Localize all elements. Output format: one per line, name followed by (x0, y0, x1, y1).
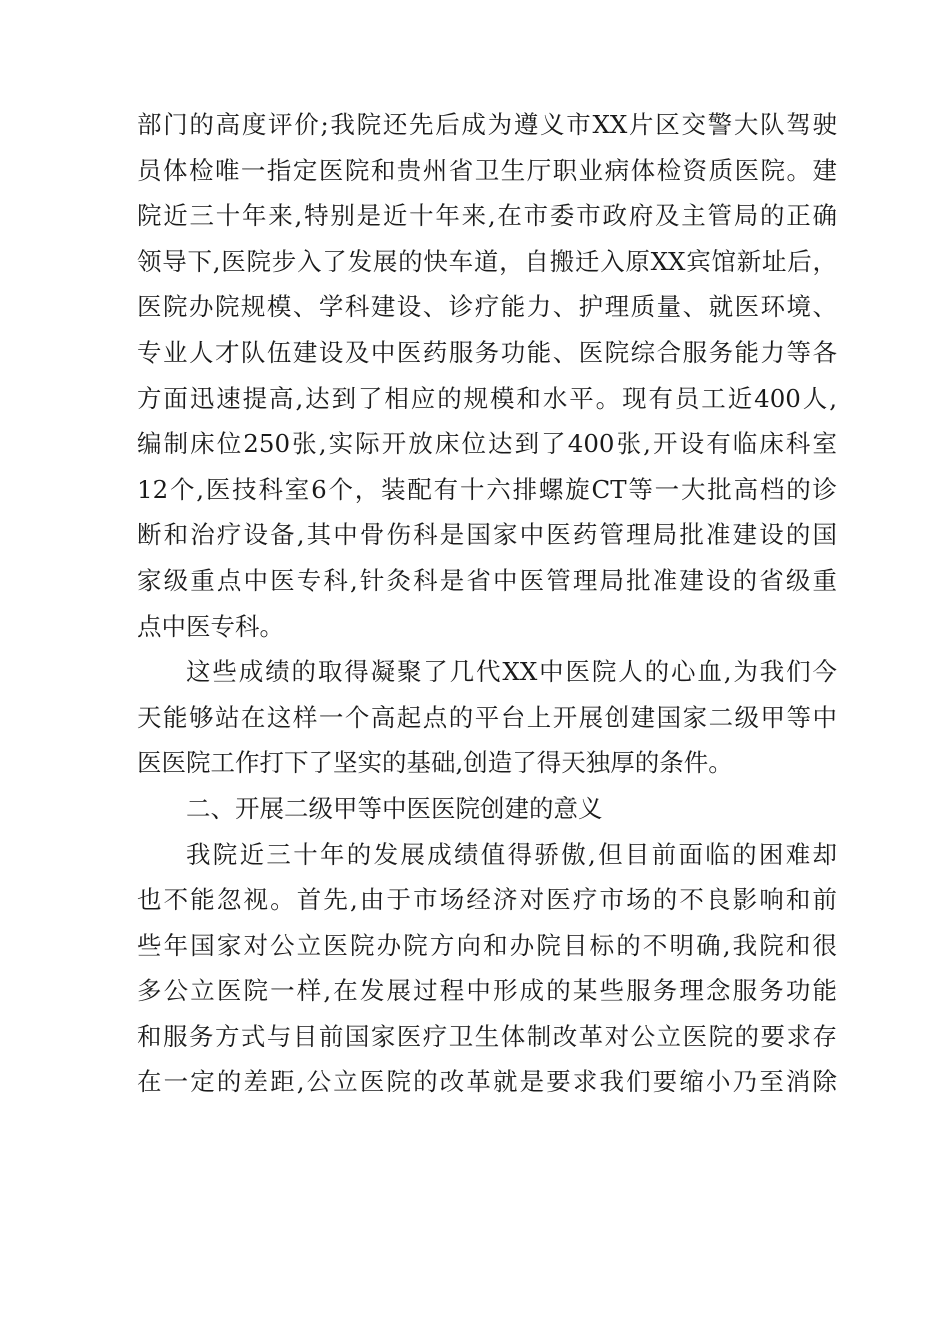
text-line: 天能够站在这样一个高起点的平台上开展创建国家二级甲等中 (137, 702, 837, 732)
text-line: 编制床位250张,实际开放床位达到了400张,开设有临床科室 (137, 429, 837, 459)
text-line: 家级重点中医专科,针灸科是省中医管理局批准建设的省级重 (137, 565, 837, 595)
text-line: 些年国家对公立医院办院方向和办院目标的不明确,我院和很 (137, 930, 837, 960)
text-line: 点中医专科。 (137, 611, 284, 641)
text-line: 在一定的差距,公立医院的改革就是要求我们要缩小乃至消除 (137, 1067, 837, 1097)
text-line: 断和治疗设备,其中骨伤科是国家中医药管理局批准建设的国 (137, 520, 837, 550)
text-line: 医院办院规模、学科建设、诊疗能力、护理质量、就医环境、 (137, 292, 837, 322)
text-line: 员体检唯一指定医院和贵州省卫生厅职业病体检资质医院。建 (137, 155, 837, 185)
text-line: 医医院工作打下了坚实的基础,创造了得天独厚的条件。 (137, 748, 733, 778)
text-line: 二、开展二级甲等中医医院创建的意义 (186, 793, 603, 823)
text-line: 专业人才队伍建设及中医药服务功能、医院综合服务能力等各 (137, 337, 837, 367)
text-line: 部门的高度评价;我院还先后成为遵义市XX片区交警大队驾驶 (137, 110, 837, 139)
body-text (137, 102, 837, 1105)
text-line: 这些成绩的取得凝聚了几代XX中医院人的心血,为我们今 (186, 657, 837, 687)
text-line: 12个,医技科室6个，装配有十六排螺旋CT等一大批高档的诊 (137, 474, 837, 504)
text-line: 领导下,医院步入了发展的快车道，自搬迁入原XX宾馆新址后， (137, 246, 837, 276)
text-line: 多公立医院一样,在发展过程中形成的某些服务理念服务功能 (137, 976, 837, 1006)
text-line: 也不能忽视。首先,由于市场经济对医疗市场的不良影响和前 (137, 885, 837, 915)
text-line: 和服务方式与目前国家医疗卫生体制改革对公立医院的要求存 (137, 1021, 837, 1051)
text-line: 方面迅速提高,达到了相应的规模和水平。现有员工近400人, (137, 383, 837, 413)
text-line: 我院近三十年的发展成绩值得骄傲,但目前面临的困难却 (186, 839, 837, 869)
text-line: 院近三十年来,特别是近十年来,在市委市政府及主管局的正确 (137, 201, 837, 231)
